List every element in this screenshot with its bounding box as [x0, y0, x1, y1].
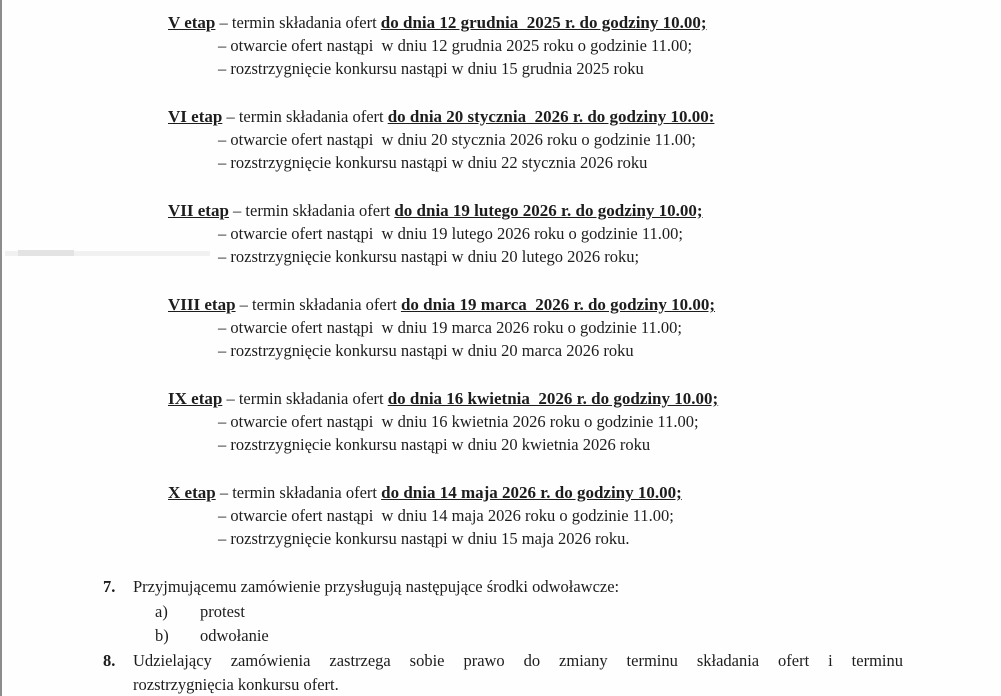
stage-opening-line: – otwarcie ofert nastąpi w dniu 20 stycznia 2026 roku o godzinie 11.00; — [218, 130, 696, 149]
stage-opening-line: – otwarcie ofert nastąpi w dniu 12 grudnia 2025 roku o godzinie 11.00; — [218, 36, 693, 55]
stage-heading — [168, 11, 1001, 34]
item-text-line-2: rozstrzygnięcia konkursu ofert. — [133, 675, 339, 694]
stage-resolution-line: – rozstrzygnięcie konkursu nastąpi w dniu 20 lutego 2026 roku; — [218, 247, 640, 266]
sub-item-b — [155, 624, 906, 649]
sub-item-text: odwołanie — [200, 626, 269, 645]
stage-deadline: do dnia 19 lutego 2026 r. do godziny 10.00; — [394, 201, 703, 220]
stage-label: V etap — [168, 13, 216, 32]
stage-deadline: do dnia 19 marca 2026 r. do godziny 10.00; — [400, 295, 716, 314]
stage-resolution-line: – rozstrzygnięcie konkursu nastąpi w dniu 15 grudnia 2025 roku — [218, 59, 644, 78]
stage-deadline: do dnia 14 maja 2026 r. do godziny 10.00; — [381, 483, 682, 502]
stage-heading — [168, 199, 1001, 222]
stage-label: VI etap — [168, 107, 223, 126]
sub-item-a — [155, 600, 906, 625]
stage-label: VIII etap — [168, 295, 236, 314]
stage-deadline: do dnia 20 stycznia 2026 r. do godziny 10.00: — [387, 107, 715, 126]
stage-opening-line: – otwarcie ofert nastąpi w dniu 19 marca 2026 roku o godzinie 11.00; — [218, 318, 683, 337]
stage-opening-line: – otwarcie ofert nastąpi w dniu 19 lutego 2026 roku o godzinie 11.00; — [218, 224, 683, 243]
stage-intro: – termin składania ofert — [235, 295, 401, 314]
list-item-8 — [103, 649, 906, 696]
stage-deadline: do dnia 12 grudnia 2025 r. do godziny 10.00; — [380, 13, 707, 32]
stage-resolution-line: – rozstrzygnięcie konkursu nastąpi w dniu 22 stycznia 2026 roku — [218, 153, 648, 172]
stage-heading — [168, 481, 1001, 504]
stage-intro: – termin składania ofert — [222, 107, 388, 126]
sub-item-marker: a) — [155, 601, 168, 621]
stage-section-v — [0, 11, 1001, 80]
stage-heading — [168, 293, 1001, 316]
item-number: 8. — [103, 650, 116, 670]
stage-resolution-line: – rozstrzygnięcie konkursu nastąpi w dniu 15 maja 2026 roku. — [218, 529, 630, 548]
stage-intro: – termin składania ofert — [222, 389, 388, 408]
stage-section-vi — [0, 105, 1001, 174]
sub-item-marker: b) — [155, 626, 169, 645]
stage-intro: – termin składania ofert — [228, 201, 395, 220]
stage-opening-line: – otwarcie ofert nastąpi w dniu 14 maja 2026 roku o godzinie 11.00; — [218, 506, 674, 525]
stage-label: X etap — [168, 483, 216, 502]
document-content — [0, 11, 1001, 696]
stage-section-viii — [0, 293, 1001, 362]
stage-resolution-line: – rozstrzygnięcie konkursu nastąpi w dniu 20 kwietnia 2026 roku — [218, 435, 651, 454]
stage-section-ix — [0, 387, 1001, 456]
stage-deadline: do dnia 16 kwietnia 2026 r. do godziny 10.00; — [387, 389, 719, 408]
stage-heading — [168, 105, 1001, 128]
stage-resolution-line: – rozstrzygnięcie konkursu nastąpi w dniu 20 marca 2026 roku — [218, 341, 634, 360]
item-text-line-1: Udzielający zamówienia zastrzega sobie prawo do zmiany terminu składania ofert i terminu — [133, 650, 903, 670]
stage-label: VII etap — [168, 201, 229, 220]
stage-intro: – termin składania ofert — [215, 483, 382, 502]
stage-label: IX etap — [168, 389, 223, 408]
numbered-items-section — [0, 575, 1001, 696]
item-number: 7. — [103, 577, 116, 596]
stage-opening-line: – otwarcie ofert nastąpi w dniu 16 kwietnia 2026 roku o godzinie 11.00; — [218, 412, 699, 431]
stage-intro: – termin składania ofert — [215, 13, 381, 32]
stage-section-x — [0, 481, 1001, 550]
stage-heading — [168, 387, 1001, 410]
list-item-7 — [103, 575, 906, 649]
sub-item-text: protest — [200, 601, 245, 621]
item-text: Przyjmującemu zamówienie przysługują następujące środki odwoławcze: — [133, 577, 620, 596]
stage-section-vii — [0, 199, 1001, 268]
